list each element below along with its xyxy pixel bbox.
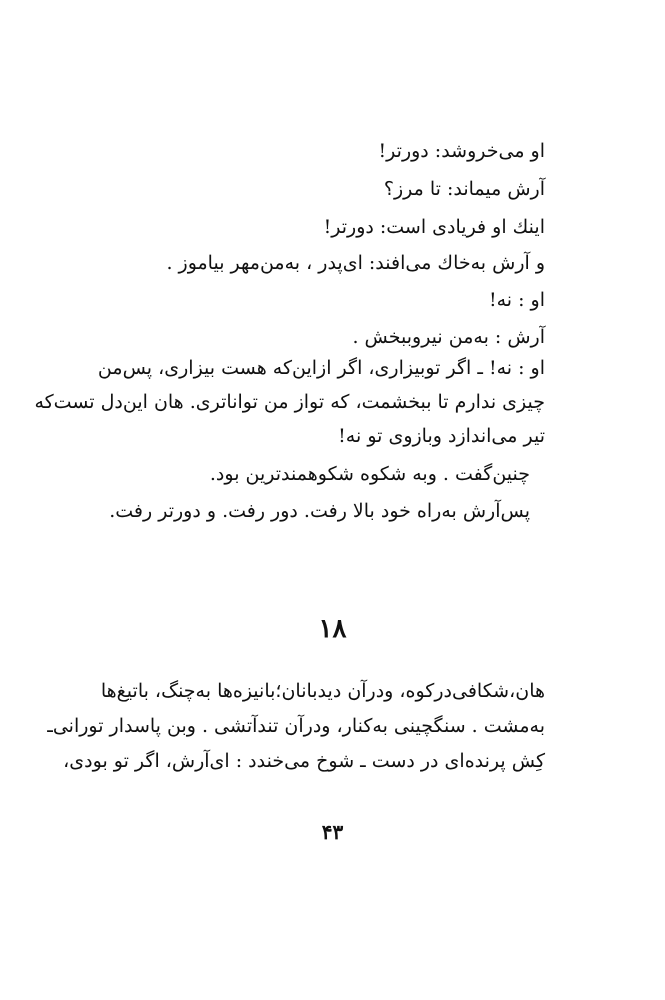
page-number: ۴۳ (321, 820, 344, 844)
verse-line-11: پس‌آرش به‌راه خود بالا رفت. دور رفت. و دورتر رفت. (109, 500, 530, 522)
prose-line-3: کِش پرنده‌ای در دست ـ شوخ می‌خندد : ای‌آرش، اگر تو بودی، (63, 750, 545, 772)
verse-line-4: و آرش به‌خاك می‌افند: ای‌پدر ، به‌من‌مهر بیاموز . (166, 252, 545, 274)
verse-line-5: او : نه! (488, 289, 545, 311)
prose-line-2: به‌مشت . سنگچینی به‌کنار، ودرآن تندآتشی . وبن پاسدار تورانی‌ـ (47, 715, 545, 737)
verse-line-9: تیر می‌اندازد وبازوی تو نه! (338, 425, 545, 447)
verse-line-2: آرش میماند: تا مرز؟ (383, 178, 545, 200)
verse-line-6: آرش : به‌من نیروببخش . (352, 326, 545, 348)
verse-line-7: او : نه! ـ اگر توبیزاری، اگر ازاین‌که هست بیزاری، پس‌من (97, 357, 545, 379)
section-number: ۱۸ (318, 614, 347, 644)
verse-line-3: اینك او فریادی است: دورتر! (323, 216, 545, 238)
verse-line-10: چنین‌گفت . وبه شکوه شکوهمندترین بود. (209, 463, 530, 485)
prose-line-1: هان،شکافی‌درکوه، ودرآن دیدبانان؛بانیزه‌ها به‌چنگ، باتیغ‌ها (100, 680, 545, 702)
verse-line-8: چیزی ندارم تا ببخشمت، که تواز من تواناتری. هان این‌دل تست‌که (34, 391, 545, 413)
verse-line-1: او می‌خروشد: دورتر! (378, 140, 545, 162)
